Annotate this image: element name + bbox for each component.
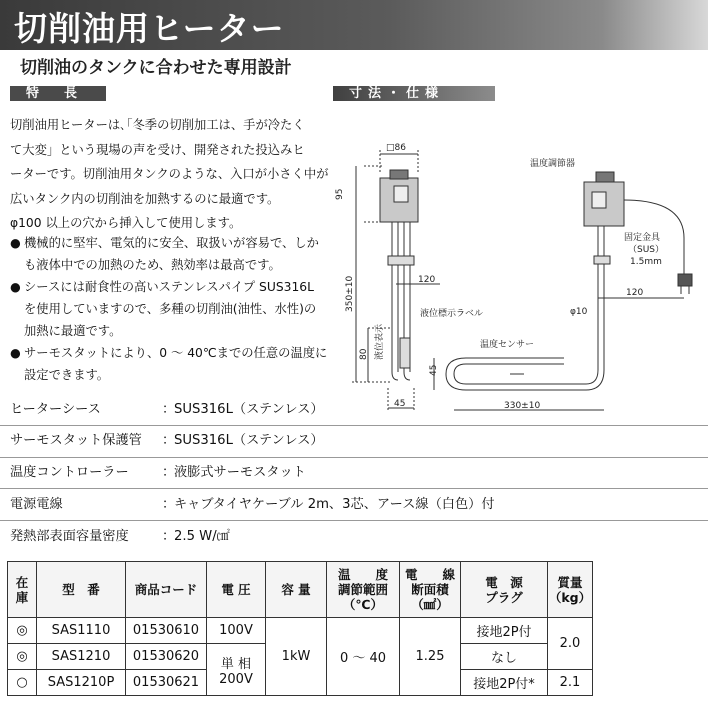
col-weight: 質量 （kg） [548, 562, 593, 618]
intro-line: 切削油用ヒーターは､｢冬季の切削加工は、手が冷たく [10, 118, 305, 132]
feature-line: も液体中での加熱のため、熱効率は最高です。 [24, 258, 281, 272]
spec-colon: ： [162, 433, 176, 448]
spec-key: サーモスタット保護管 [10, 433, 142, 448]
feature-line: サーモスタットにより、0 ～ 40℃までの任意の温度に [24, 346, 328, 360]
dim-120-right: 120 [626, 288, 644, 298]
dim-45-side: 45 [429, 364, 439, 376]
col-model: 型 番 [37, 562, 126, 618]
feature-item [10, 342, 332, 386]
intro-line: φ100 以上の穴から挿入して使用します。 [10, 216, 242, 230]
table-row [8, 618, 593, 644]
dim-95: 95 [335, 188, 345, 200]
page-title: 切削油用ヒーター [14, 9, 285, 48]
bracket-thickness: 1.5mm [630, 257, 662, 267]
stock-cell: ◎ [8, 618, 37, 644]
spec-row [10, 494, 510, 516]
intro-line: て大変」という現場の声を受け、開発された投込みヒ [10, 142, 305, 157]
col-temp-range: 温 度 調節範囲 （℃） [327, 562, 400, 618]
spec-colon: ： [162, 465, 176, 480]
code-cell: 01530621 [126, 670, 207, 696]
divider [0, 488, 708, 489]
dim-box-size: □86 [386, 143, 406, 153]
feature-line: を使用していますので、多種の切削油(油性、水性)の [24, 302, 317, 316]
spec-key: 発熱部表面容量密度 [10, 529, 129, 544]
thermostat-knob-left [390, 170, 408, 179]
sensor-label: 温度センサー [480, 340, 535, 350]
plug-cell: なし [461, 644, 548, 670]
title-bar [0, 0, 708, 50]
spec-value: SUS316L（ステンレス） [174, 402, 324, 417]
intro-line: 広いタンク内の切削油を加熱するのに最適です。 [10, 191, 280, 206]
plug-cell: 接地2P付* [461, 670, 548, 696]
level-mark: 液位表示 [375, 323, 385, 360]
voltage-cell: 100V [207, 618, 266, 644]
spec-row [10, 462, 510, 484]
weight-cell: 2.0 [548, 618, 593, 670]
power-plug [678, 274, 692, 286]
divider [0, 457, 708, 458]
product-table [7, 561, 593, 696]
feature-line: 加熱に最適です。 [24, 324, 122, 338]
col-voltage: 電 圧 [207, 562, 266, 618]
dim-45-bottom: 45 [394, 399, 406, 409]
col-capacity: 容 量 [266, 562, 327, 618]
spec-value: 2.5 W/㎠ [174, 529, 230, 544]
dimension-diagram [334, 138, 704, 423]
dim-120-left: 120 [418, 275, 436, 285]
stock-cell: ◎ [8, 644, 37, 670]
spec-key: ヒーターシース [10, 402, 101, 417]
bracket-left [388, 256, 414, 265]
spec-row [10, 399, 510, 421]
spec-value: 液膨式サーモスタット [174, 465, 306, 480]
temp-range-cell: 0 ～ 40 [327, 618, 400, 696]
spec-row [10, 430, 510, 452]
spec-key: 電源電線 [10, 497, 63, 512]
bullet-icon: ● [10, 280, 21, 294]
bullet-icon: ● [10, 236, 21, 250]
level-label-callout: 液位標示ラベル [420, 309, 484, 319]
feature-line: 機械的に堅牢、電気的に安全、取扱いが容易で、しか [24, 236, 319, 250]
spec-row [10, 526, 510, 548]
page-subtitle: 切削油のタンクに合わせた専用設計 [20, 58, 292, 78]
table-header-row [8, 562, 593, 618]
dim-350: 350±10 [345, 275, 355, 312]
thermostat-label: 温度調節器 [530, 159, 576, 169]
heater-loop [454, 364, 598, 384]
intro-paragraph [10, 113, 330, 236]
feature-line: 設定できます。 [24, 368, 110, 382]
divider [0, 520, 708, 521]
model-cell: SAS1110 [37, 618, 126, 644]
col-wire: 電 線 断面積 （㎟） [400, 562, 461, 618]
thermostat-knob-right [596, 172, 614, 182]
spec-key: 温度コントローラー [10, 465, 129, 480]
bracket-material: （SUS） [628, 245, 665, 255]
dim-330: 330±10 [504, 401, 541, 411]
bullet-icon: ● [10, 346, 21, 360]
voltage-cell: 単 相 200V [207, 644, 266, 696]
model-cell: SAS1210 [37, 644, 126, 670]
spec-colon: ： [162, 497, 176, 512]
feature-line: シースには耐食性の高いステンレスパイプ SUS316L [24, 280, 314, 294]
features-header: 特 長 [10, 86, 106, 101]
feature-item [10, 232, 332, 276]
feature-item [10, 276, 332, 342]
code-cell: 01530610 [126, 618, 207, 644]
feature-list [10, 232, 332, 386]
spec-value: SUS316L（ステンレス） [174, 433, 324, 448]
dim-phi10: φ10 [570, 307, 588, 317]
spec-value: キャブタイヤケーブル 2m、3芯、アース線（白色）付 [174, 497, 495, 512]
dim-80: 80 [359, 348, 369, 360]
capacity-cell: 1kW [266, 618, 327, 696]
divider [0, 425, 708, 426]
spec-colon: ： [162, 529, 176, 544]
bracket-right [594, 256, 610, 264]
bracket-label: 固定金具 [624, 233, 661, 243]
spec-colon: ： [162, 402, 176, 417]
model-cell: SAS1210P [37, 670, 126, 696]
level-label-left [400, 338, 410, 368]
weight-cell: 2.1 [548, 670, 593, 696]
col-plug: 電 源 プラグ [461, 562, 548, 618]
col-stock: 在 庫 [8, 562, 37, 618]
stock-cell: ○ [8, 670, 37, 696]
intro-line: ーターです。切削油用タンクのような、入口が小さく中が [10, 167, 329, 181]
col-code: 商品コード [126, 562, 207, 618]
code-cell: 01530620 [126, 644, 207, 670]
dimensions-header: 寸法・仕様 [333, 86, 495, 101]
plug-cell: 接地2P付 [461, 618, 548, 644]
wire-cell: 1.25 [400, 618, 461, 696]
